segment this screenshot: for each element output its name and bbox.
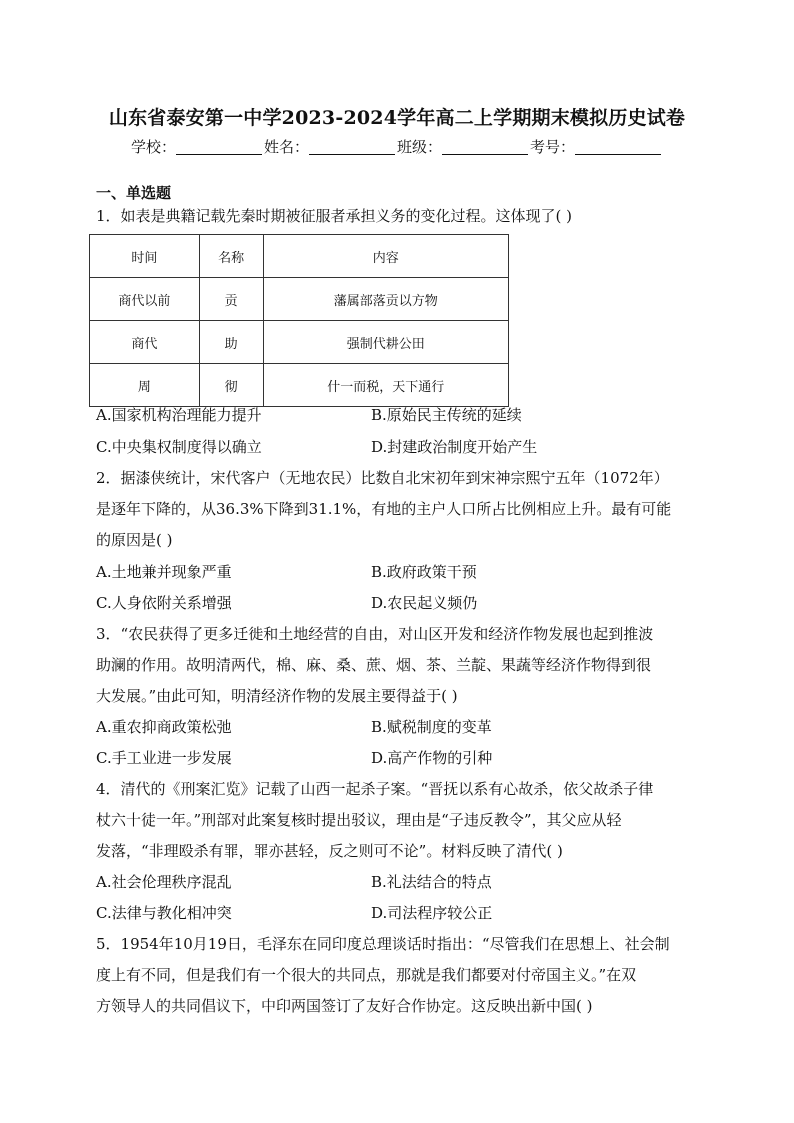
student-info-row [0, 136, 794, 157]
table-cell: 藩属部落贡以方物 [263, 278, 508, 321]
question-2-stem-line: 2．据漆侠统计，宋代客户（无地农民）比数自北宋初年到宋神宗熙宁五年（1072年） [96, 469, 669, 487]
question-1-option-b[interactable]: B.原始民主传统的延续 [371, 406, 522, 424]
question-4-option-c[interactable]: C.法律与教化相冲突 [96, 904, 232, 922]
class-label: 班级： [397, 138, 443, 156]
table-cell: 商代 [90, 321, 200, 364]
question-3-option-d[interactable]: D.高产作物的引种 [371, 749, 493, 767]
table-row [90, 321, 509, 364]
question-3-stem-line: 助澜的作用。故明清两代，棉、麻、桑、蔗、烟、茶、兰靛、果蔬等经济作物得到很 [96, 656, 652, 674]
name-label: 姓名： [263, 138, 309, 156]
question-3-stem-line: 大发展。”由此可知，明清经济作物的发展主要得益于( ) [96, 687, 458, 705]
school-blank[interactable] [176, 138, 262, 155]
table-cell: 彻 [199, 364, 263, 407]
question-4-option-a[interactable]: A.社会伦理秩序混乱 [96, 873, 232, 891]
table-header-cell: 名称 [199, 235, 263, 278]
question-5-stem-line: 5．1954年10月19日，毛泽东在同印度总理谈话时指出：“尽管我们在思想上、社会制 [96, 935, 670, 953]
question-4-stem-line: 4．清代的《刑案汇览》记载了山西一起杀子案。“晋抚以系有心故杀，依父故杀子律 [96, 780, 654, 798]
question-2-stem-line: 是逐年下降的，从36.3%下降到31.1%，有地的主户人口所占比例相应上升。最有可能 [96, 500, 672, 518]
class-field [397, 136, 530, 157]
table-cell: 周 [90, 364, 200, 407]
question-4-option-d[interactable]: D.司法程序较公正 [371, 904, 493, 922]
question-3-stem-line: 3．“农民获得了更多迁徙和土地经营的自由，对山区开发和经济作物发展也起到推波 [96, 625, 654, 643]
table-row [90, 278, 509, 321]
question-3-option-b[interactable]: B.赋税制度的变革 [371, 718, 492, 736]
question-4-option-b[interactable]: B.礼法结合的特点 [371, 873, 492, 891]
question-4-stem-line: 发落，“非理殴杀有罪，罪亦甚轻，反之则可不论”。材料反映了清代( ) [96, 842, 563, 860]
table-cell: 助 [199, 321, 263, 364]
question-1-table [89, 234, 509, 407]
question-2-option-b[interactable]: B.政府政策干预 [371, 563, 477, 581]
question-5-stem-line: 度上有不同，但是我们有一个很大的共同点，那就是我们都要对付帝国主义。”在双 [96, 966, 637, 984]
question-5-stem-line: 方领导人的共同倡议下，中印两国签订了友好合作协定。这反映出新中国( ) [96, 997, 593, 1015]
question-1-stem: 1．如表是典籍记载先秦时期被征服者承担义务的变化过程。这体现了( ) [96, 207, 573, 225]
table-cell: 商代以前 [90, 278, 200, 321]
question-3-option-c[interactable]: C.手工业进一步发展 [96, 749, 232, 767]
school-label: 学校： [130, 138, 176, 156]
table-header-cell: 内容 [263, 235, 508, 278]
exam-title: 山东省泰安第一中学2023-2024学年高二上学期期末模拟历史试卷 [108, 107, 686, 129]
exam-number-field [530, 136, 663, 157]
class-blank[interactable] [442, 138, 528, 155]
question-1-option-c[interactable]: C.中央集权制度得以确立 [96, 438, 262, 456]
question-3-option-a[interactable]: A.重农抑商政策松弛 [96, 718, 232, 736]
question-4-stem-line: 杖六十徒一年。”刑部对此案复核时提出驳议，理由是“子违反教令”，其父应从轻 [96, 811, 622, 829]
exam-number-blank[interactable] [575, 138, 661, 155]
table-row [90, 364, 509, 407]
table-header-cell: 时间 [90, 235, 200, 278]
section-heading: 一、单选题 [96, 184, 172, 202]
table-cell: 贡 [199, 278, 263, 321]
table-header-row [90, 235, 509, 278]
name-blank[interactable] [309, 138, 395, 155]
question-2-option-c[interactable]: C.人身依附关系增强 [96, 594, 232, 612]
table-cell: 什一而税，天下通行 [263, 364, 508, 407]
question-2-option-a[interactable]: A.土地兼并现象严重 [96, 563, 232, 581]
question-2-stem-line: 的原因是( ) [96, 531, 173, 549]
exam-number-label: 考号： [530, 138, 576, 156]
question-1-option-a[interactable]: A.国家机构治理能力提升 [96, 406, 262, 424]
table-cell: 强制代耕公田 [263, 321, 508, 364]
question-2-option-d[interactable]: D.农民起义频仍 [371, 594, 478, 612]
name-field [264, 136, 397, 157]
school-field [131, 136, 264, 157]
question-1-option-d[interactable]: D.封建政治制度开始产生 [371, 438, 538, 456]
